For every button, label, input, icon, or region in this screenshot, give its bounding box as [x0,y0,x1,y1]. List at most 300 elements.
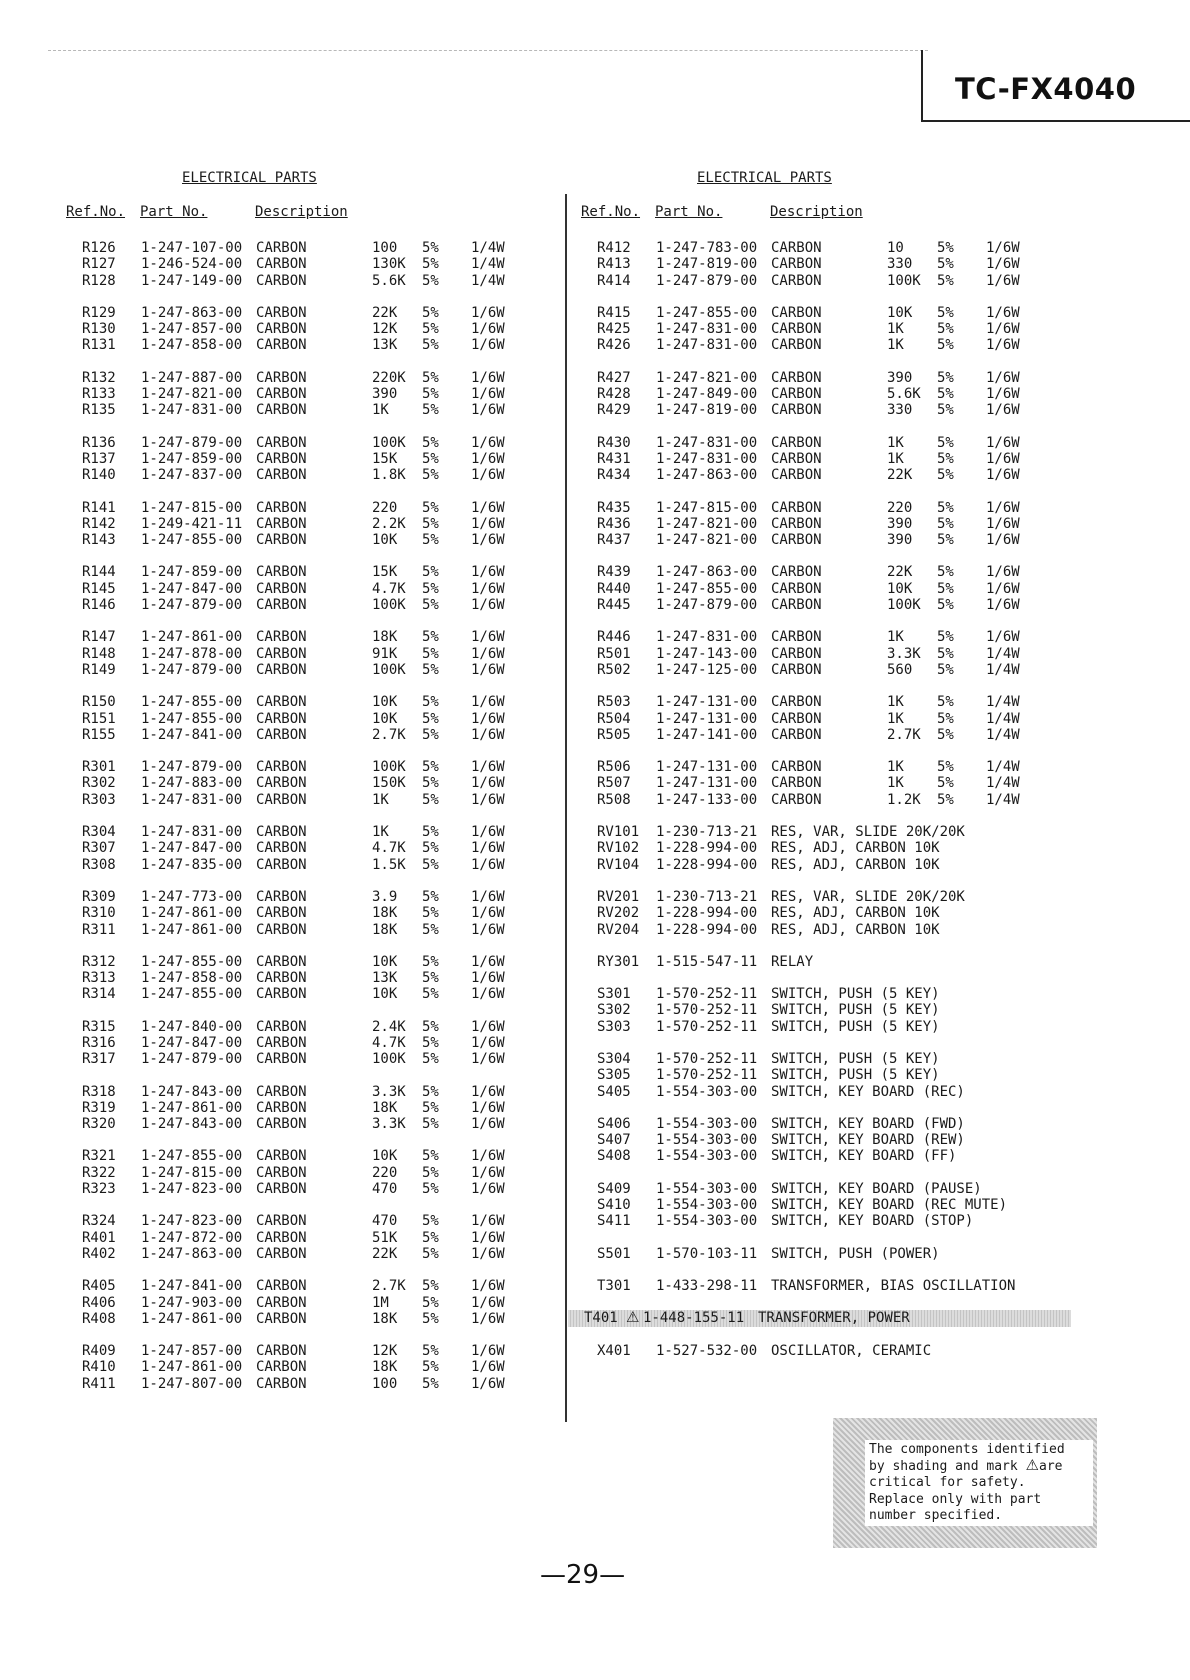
ref-no-cell: R406 [82,1294,116,1311]
part-no-cell: 1-247-857-00 [141,1343,243,1360]
table-row [66,1181,546,1197]
ref-no-cell: R141 [82,499,116,516]
ref-no-cell: S303 [597,1018,631,1035]
part-no-cell: 1-554-303-00 [656,1148,758,1165]
part-no-cell: 1-247-861-00 [141,1310,243,1327]
description-cell: CARBON [771,694,822,711]
description-cell: CARBON [256,467,307,484]
description-cell: CARBON [256,1310,307,1327]
part-no-cell: 1-527-532-00 [656,1342,758,1359]
value-cell: 100K [372,661,406,678]
description-cell: CARBON [771,434,822,451]
ref-no-cell: R309 [82,888,116,905]
tolerance-cell: 5% [937,434,954,451]
tolerance-cell: 5% [422,1294,439,1311]
ref-no-cell: RV204 [597,921,640,938]
value-cell: 10K [887,580,913,597]
power-rating-cell: 1/6W [986,434,1020,451]
tolerance-cell: 5% [422,1213,439,1230]
power-rating-cell: 1/6W [471,856,505,873]
table-row [66,1278,546,1294]
table-row [66,1295,546,1311]
ref-no-cell: R126 [82,240,116,256]
part-no-cell: 1-247-903-00 [141,1294,243,1311]
ref-no-cell: X401 [597,1342,631,1359]
power-rating-cell: 1/6W [471,564,505,581]
description-cell: CARBON [256,1343,307,1360]
power-rating-cell: 1/6W [471,1099,505,1116]
description-cell: CARBON [256,1099,307,1116]
description-cell: CARBON [771,532,822,549]
description-cell: CARBON [256,1116,307,1133]
description-cell: CARBON [771,240,822,256]
column-divider [565,194,567,1422]
tolerance-cell: 5% [422,450,439,467]
value-cell: 22K [887,564,913,581]
ref-no-cell: S411 [597,1213,631,1230]
ref-no-cell: R128 [82,272,116,289]
table-row [581,305,1061,321]
value-cell: 2.4K [372,1018,406,1035]
note-line: critical for safety. [869,1475,1026,1491]
description-cell: SWITCH, KEY BOARD (FWD) [771,1115,965,1132]
ref-no-cell: R308 [82,856,116,873]
table-row [66,775,546,791]
power-rating-cell: 1/6W [471,1018,505,1035]
ref-no-cell: R501 [597,645,631,662]
section-title: ELECTRICAL PARTS [182,170,317,186]
part-no-cell: 1-247-861-00 [141,905,243,922]
part-no-cell: 1-247-861-00 [141,629,243,646]
table-row [66,1359,546,1375]
description-cell: RES, ADJ, CARBON 10K [771,840,940,857]
value-cell: 10K [372,694,398,711]
part-no-cell: 1-249-421-11 [141,515,243,532]
header-description: Description [255,204,348,220]
description-cell: CARBON [771,564,822,581]
parts-group [581,889,1061,938]
description-cell: CARBON [256,369,307,386]
tolerance-cell: 5% [937,645,954,662]
part-no-cell: 1-247-878-00 [141,645,243,662]
ref-no-cell: R313 [82,970,116,987]
part-no-cell: 1-246-524-00 [141,256,243,273]
description-cell: CARBON [256,434,307,451]
description-cell: CARBON [771,775,822,792]
power-rating-cell: 1/6W [471,840,505,857]
part-no-cell: 1-247-831-00 [656,434,758,451]
part-no-cell: 1-247-835-00 [141,856,243,873]
table-row [581,256,1061,272]
value-cell: 100K [887,272,921,289]
tolerance-cell: 5% [422,564,439,581]
power-rating-cell: 1/6W [471,1343,505,1360]
table-row [66,905,546,921]
part-no-cell: 1-570-252-11 [656,1067,758,1084]
parts-group [581,824,1061,873]
value-cell: 10K [372,710,398,727]
tolerance-cell: 5% [422,840,439,857]
ref-no-cell: S409 [597,1180,631,1197]
power-rating-cell: 1/4W [986,759,1020,776]
ref-no-cell: R445 [597,597,631,614]
ref-no-cell: R144 [82,564,116,581]
table-row [581,694,1061,710]
power-rating-cell: 1/6W [471,1213,505,1230]
description-cell: CARBON [256,710,307,727]
power-rating-cell: 1/6W [471,515,505,532]
table-row [581,321,1061,337]
ref-no-cell: R310 [82,905,116,922]
part-no-cell: 1-247-855-00 [141,1148,243,1165]
description-cell: CARBON [771,386,822,403]
part-no-cell: 1-247-879-00 [141,661,243,678]
description-cell: CARBON [256,240,307,256]
ref-no-cell: S405 [597,1083,631,1100]
power-rating-cell: 1/6W [471,337,505,354]
table-row [581,402,1061,418]
ref-no-cell: R127 [82,256,116,273]
description-cell: CARBON [771,272,822,289]
part-no-cell: 1-247-821-00 [656,532,758,549]
table-row [66,370,546,386]
power-rating-cell: 1/6W [471,905,505,922]
ref-no-cell: R302 [82,775,116,792]
table-row [66,256,546,272]
part-no-cell: 1-247-855-00 [656,580,758,597]
parts-group [581,240,1061,289]
parts-group [581,954,1061,970]
ref-no-cell: R505 [597,726,631,743]
table-row [581,1343,1061,1359]
ref-no-cell: S304 [597,1050,631,1067]
tolerance-cell: 5% [422,726,439,743]
value-cell: 5.6K [372,272,406,289]
power-rating-cell: 1/6W [471,304,505,321]
parts-group [581,694,1061,743]
part-no-cell: 1-515-547-11 [656,953,758,970]
value-cell: 130K [372,256,406,273]
table-row [581,386,1061,402]
power-rating-cell: 1/4W [986,775,1020,792]
tolerance-cell: 5% [937,369,954,386]
tolerance-cell: 5% [422,953,439,970]
value-cell: 560 [887,661,913,678]
tolerance-cell: 5% [422,1278,439,1295]
ref-no-cell: R409 [82,1343,116,1360]
description-cell: CARBON [256,1245,307,1262]
tolerance-cell: 5% [422,240,439,256]
tolerance-cell: 5% [937,304,954,321]
note-line: number specified. [869,1507,1003,1523]
part-no-cell: 1-247-879-00 [141,759,243,776]
description-cell: SWITCH, KEY BOARD (STOP) [771,1213,974,1230]
power-rating-cell: 1/6W [986,337,1020,354]
description-cell: CARBON [256,1278,307,1295]
tolerance-cell: 5% [937,791,954,808]
table-row [581,711,1061,727]
table-row [66,564,546,580]
power-rating-cell: 1/6W [986,256,1020,273]
ref-no-cell: T401 [584,1310,618,1327]
tolerance-cell: 5% [422,1083,439,1100]
description-cell: CARBON [256,1294,307,1311]
power-rating-cell: 1/6W [986,240,1020,256]
ref-no-cell: R314 [82,986,116,1003]
value-cell: 390 [887,369,913,386]
note-line: The components identified [869,1442,1065,1457]
value-cell: 330 [887,256,913,273]
parts-group [581,305,1061,354]
table-row [581,564,1061,580]
power-rating-cell: 1/6W [471,1034,505,1051]
description-cell: RES, VAR, SLIDE 20K/20K [771,824,965,841]
tolerance-cell: 5% [422,694,439,711]
part-no-cell: 1-247-859-00 [141,450,243,467]
part-no-cell: 1-228-994-00 [656,921,758,938]
part-no-cell: 1-247-879-00 [141,434,243,451]
table-row [581,1002,1061,1018]
value-cell: 51K [372,1229,398,1246]
tolerance-cell: 5% [422,986,439,1003]
part-no-cell: 1-247-831-00 [656,321,758,338]
table-row [66,516,546,532]
part-no-cell: 1-247-821-00 [141,386,243,403]
power-rating-cell: 1/6W [471,532,505,549]
table-row [581,273,1061,289]
part-no-cell: 1-247-125-00 [656,661,758,678]
value-cell: 12K [372,1343,398,1360]
description-cell: CARBON [256,1375,307,1392]
table-row [581,857,1061,873]
tolerance-cell: 5% [422,272,439,289]
part-no-cell: 1-247-841-00 [141,726,243,743]
tolerance-cell: 5% [422,661,439,678]
part-no-cell: 1-570-252-11 [656,986,758,1003]
part-no-cell: 1-247-131-00 [656,775,758,792]
table-row [66,1230,546,1246]
tolerance-cell: 5% [422,402,439,419]
description-cell: CARBON [256,856,307,873]
description-cell: CARBON [256,1083,307,1100]
part-no-cell: 1-247-887-00 [141,369,243,386]
description-cell: CARBON [256,888,307,905]
table-row [66,1116,546,1132]
table-row [66,1019,546,1035]
part-no-cell: 1-247-141-00 [656,726,758,743]
power-rating-cell: 1/6W [471,921,505,938]
tolerance-cell: 5% [422,921,439,938]
part-no-cell: 1-247-815-00 [141,1164,243,1181]
value-cell: 1K [887,775,904,792]
value-cell: 18K [372,921,398,938]
value-cell: 10K [372,532,398,549]
parts-group [66,305,546,354]
table-row [66,1148,546,1164]
power-rating-cell: 1/6W [471,888,505,905]
parts-group [66,1084,546,1133]
power-rating-cell: 1/6W [471,386,505,403]
table-row [581,1116,1061,1132]
table-row [66,1213,546,1229]
ref-no-cell: R504 [597,710,631,727]
part-no-cell: 1-247-815-00 [141,499,243,516]
part-no-cell: 1-247-855-00 [141,986,243,1003]
ref-no-cell: S302 [597,1002,631,1019]
tolerance-cell: 5% [422,645,439,662]
ref-no-cell: T301 [597,1277,631,1294]
ref-no-cell: RV201 [597,888,640,905]
power-rating-cell: 1/6W [471,597,505,614]
warning-triangle-icon: ⚠ [1025,1456,1039,1475]
power-rating-cell: 1/6W [471,321,505,338]
ref-no-cell: R147 [82,629,116,646]
tolerance-cell: 5% [422,580,439,597]
tolerance-cell: 5% [422,1310,439,1327]
parts-group [66,629,546,678]
tolerance-cell: 5% [422,791,439,808]
part-no-cell: 1-247-863-00 [141,304,243,321]
value-cell: 1K [887,434,904,451]
part-no-cell: 1-247-849-00 [656,386,758,403]
table-row [581,889,1061,905]
power-rating-cell: 1/6W [471,775,505,792]
value-cell: 1K [887,759,904,776]
table-row [581,1246,1061,1262]
parts-group [581,1310,1061,1326]
ref-no-cell: R307 [82,840,116,857]
table-row [66,337,546,353]
table-row [66,532,546,548]
power-rating-cell: 1/6W [471,1229,505,1246]
ref-no-cell: R135 [82,402,116,419]
value-cell: 1K [372,824,389,841]
power-rating-cell: 1/6W [471,1051,505,1068]
tolerance-cell: 5% [422,1245,439,1262]
ref-no-cell: R402 [82,1245,116,1262]
parts-group [581,759,1061,808]
value-cell: 1K [887,450,904,467]
ref-no-cell: S410 [597,1197,631,1214]
note-line-with-mark [869,1458,1089,1475]
tolerance-cell: 5% [422,759,439,776]
part-no-cell: 1-247-863-00 [141,1245,243,1262]
parts-group [581,1343,1061,1359]
part-no-cell: 1-247-863-00 [656,467,758,484]
part-no-cell: 1-554-303-00 [656,1115,758,1132]
description-cell: CARBON [771,710,822,727]
parts-group [66,1278,546,1327]
part-no-cell: 1-247-841-00 [141,1278,243,1295]
tolerance-cell: 5% [422,1034,439,1051]
ref-no-cell: R136 [82,434,116,451]
description-cell: CARBON [256,564,307,581]
part-no-cell: 1-570-252-11 [656,1050,758,1067]
value-cell: 220K [372,369,406,386]
tolerance-cell: 5% [422,1116,439,1133]
value-cell: 22K [372,1245,398,1262]
power-rating-cell: 1/4W [471,240,505,256]
part-no-cell: 1-247-855-00 [141,710,243,727]
part-no-cell: 1-247-855-00 [141,694,243,711]
table-row [66,711,546,727]
power-rating-cell: 1/6W [471,710,505,727]
table-row [581,1181,1061,1197]
value-cell: 18K [372,629,398,646]
table-row [66,581,546,597]
value-cell: 10K [372,953,398,970]
power-rating-cell: 1/6W [986,402,1020,419]
value-cell: 2.2K [372,515,406,532]
power-rating-cell: 1/6W [471,986,505,1003]
description-cell: CARBON [256,645,307,662]
ref-no-cell: R414 [597,272,631,289]
tolerance-cell: 5% [937,694,954,711]
part-no-cell: 1-247-831-00 [656,629,758,646]
ref-no-cell: R408 [82,1310,116,1327]
table-row [66,467,546,483]
description-cell: CARBON [771,759,822,776]
description-cell: CARBON [771,629,822,646]
part-no-cell: 1-247-819-00 [656,256,758,273]
parts-group [581,629,1061,678]
ref-no-cell: R440 [597,580,631,597]
table-row [581,727,1061,743]
value-cell: 1K [887,629,904,646]
parts-group [581,1246,1061,1262]
ref-no-cell: R413 [597,256,631,273]
table-row [581,629,1061,645]
value-cell: 18K [372,1310,398,1327]
power-rating-cell: 1/6W [986,515,1020,532]
part-no-cell: 1-247-831-00 [656,337,758,354]
ref-no-cell: R303 [82,791,116,808]
description-cell: CARBON [256,953,307,970]
parts-group [66,1019,546,1068]
description-cell: SWITCH, KEY BOARD (REC MUTE) [771,1197,1008,1214]
power-rating-cell: 1/6W [986,450,1020,467]
power-rating-cell: 1/6W [986,499,1020,516]
note-are-text: are [1039,1459,1063,1475]
part-no-cell: 1-247-819-00 [656,402,758,419]
table-row [66,1051,546,1067]
power-rating-cell: 1/6W [471,759,505,776]
value-cell: 100 [372,1375,398,1392]
ref-no-cell: R140 [82,467,116,484]
description-cell: CARBON [771,661,822,678]
table-row [581,759,1061,775]
power-rating-cell: 1/4W [986,645,1020,662]
parts-group [66,240,546,289]
ref-no-cell: R446 [597,629,631,646]
ref-no-cell: R502 [597,661,631,678]
ref-no-cell: S305 [597,1067,631,1084]
ref-no-cell: R401 [82,1229,116,1246]
table-row [581,662,1061,678]
ref-no-cell: R316 [82,1034,116,1051]
value-cell: 1K [887,337,904,354]
power-rating-cell: 1/6W [986,386,1020,403]
tolerance-cell: 5% [422,1375,439,1392]
parts-group [66,889,546,938]
tolerance-cell: 5% [422,824,439,841]
description-cell: CARBON [256,515,307,532]
value-cell: 100K [372,759,406,776]
power-rating-cell: 1/6W [471,1245,505,1262]
part-no-cell: 1-247-131-00 [656,710,758,727]
parts-group [66,1343,546,1392]
power-rating-cell: 1/6W [986,321,1020,338]
